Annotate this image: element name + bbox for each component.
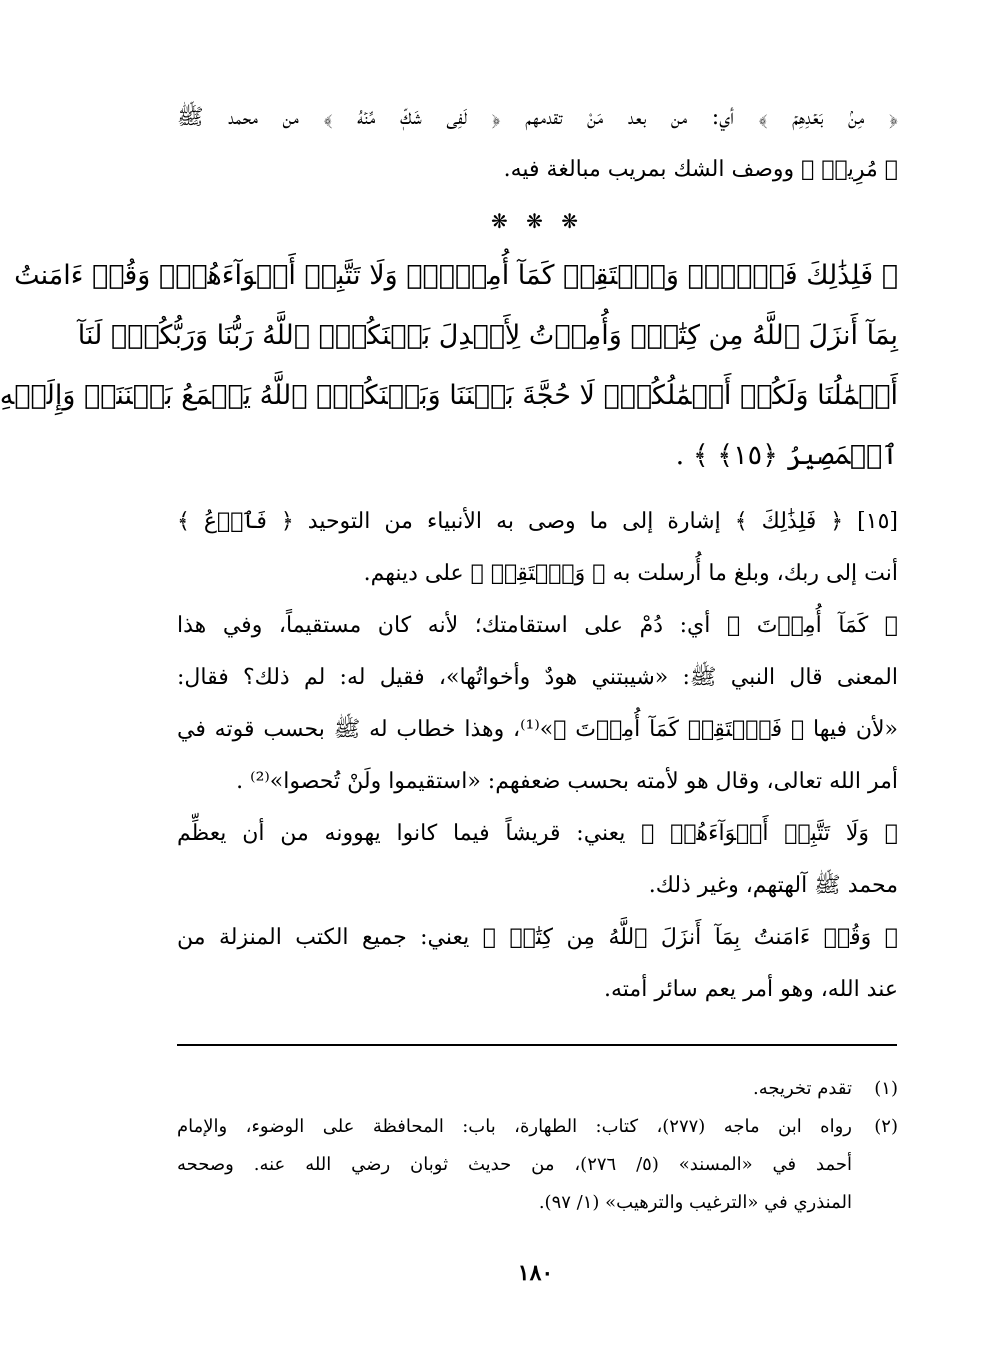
page-number: ١٨٠: [517, 1260, 554, 1286]
commentary-line: محمد ﷺ آلهتهم، وغير ذلك.: [648, 873, 898, 898]
verse-line: بِمَآ أَنزَلَ ٱللَّهُ مِن كِتَٰبٖۖ وَأُمِرۡتُ لِأَعۡدِلَ بَيۡنَكُمُۖ ٱللَّهُ رَبُّنَا وَرَبُّكُمۡۖ لَنَآ: [77, 320, 898, 351]
commentary-line: ﴿ وَلَا تَتَّبِعۡ أَهۡوَآءَهُمۡ ﴾ يعني: قريشاً فيما كانوا يهوونه من أن يعظِّم: [177, 821, 898, 846]
commentary-line: ﴿ كَمَآ أُمِرۡتَ ﴾ أي: دُمْ على استقامتك؛ لأنه كان مستقيماً، وفي هذا: [177, 613, 898, 638]
verse-line: ٱلۡمَصِيرُ ﴿١٥﴾ ﴾ .: [675, 440, 898, 471]
text-line: ﴿ مِنۢ بَعۡدِهِمۡ ﴾ أي: من بعد مَنْ تقدمهم ﴿ لَفِى شَكّٖ مِّنۡهُ ﴾ من محمد ﷺ: [177, 105, 898, 130]
commentary-line: أمر الله تعالى، وقال هو لأمته بحسب ضعفهم: «استقيموا ولَنْ تُحصوا»⁽²⁾ .: [236, 769, 898, 794]
text-line: ﴿ مُرِيبٖ ﴾ ووصف الشك بمريب مبالغة فيه.: [503, 157, 898, 182]
footnote-divider: [177, 1044, 897, 1046]
commentary-line: عند الله، وهو أمر يعم سائر أمته.: [604, 977, 898, 1002]
footnotes: [177, 1070, 898, 1222]
commentary-line: ﴿ وَقُلۡ ءَامَنتُ بِمَآ أَنزَلَ ٱللَّهُ مِن كِتَٰبٖ ﴾ يعني: جميع الكتب المنزلة من: [177, 925, 898, 950]
commentary-line: أنت إلى ربك، وبلغ ما أُرسلت به ﴿ وَٱسۡتَقِمۡ ﴾ على دينهم.: [363, 561, 898, 586]
verse-line: أَعۡمَٰلُنَا وَلَكُمۡ أَعۡمَٰلُكُمۡۖ لَا حُجَّةَ بَيۡنَنَا وَبَيۡنَكُمُۖ ٱللَّهُ يَجۡمَعُ بَيۡنَنَاۖ وَإِلَيۡهِ: [0, 380, 898, 411]
quran-verse-block: [0, 246, 898, 486]
verse-line: ﴿ فَلِذَٰلِكَ فَٱدۡعُۖ وَٱسۡتَقِمۡ كَمَآ أُمِرۡتَۖ وَلَا تَتَّبِعۡ أَهۡوَآءَهُمۡۖ وَقُلۡ ءَامَنتُ: [14, 260, 898, 291]
footnote-2: [177, 1108, 898, 1222]
footnote-line: المنذري في «الترغيب والترهيب» (١/ ٩٧).: [538, 1192, 852, 1213]
footnote-line: رواه ابن ماجه (٢٧٧)، كتاب: الطهارة، باب: المحافظة على الوضوء، والإمام: [177, 1116, 852, 1137]
commentary-line: «لأن فيها ﴿ فَٱسۡتَقِمۡ كَمَآ أُمِرۡتَ ﴾»⁽¹⁾، وهذا خطاب له ﷺ بحسب قوته في: [177, 717, 898, 742]
footnote-line: أحمد في «المسند» (٥/ ٢٧٦)، من حديث ثوبان رضي الله عنه. وصححه: [177, 1154, 852, 1175]
footnote-number: (١): [874, 1078, 898, 1099]
footnote-line: تقدم تخريجه.: [753, 1078, 852, 1099]
commentary-line: [١٥] ﴿ فَلِذَٰلِكَ ﴾ إشارة إلى ما وصى به الأنبياء من التوحيد ﴿ فَٱدۡعُ ﴾: [177, 509, 898, 534]
footnote-number: (٢): [874, 1116, 898, 1137]
footnote-1: [177, 1070, 898, 1108]
main-text: [0, 92, 898, 1016]
commentary-line: المعنى قال النبي ﷺ: «شيبتني هودٌ وأخواتُها»، فقيل له: لم ذلك؟ فقال:: [177, 665, 898, 690]
section-separator: ❋ ❋ ❋: [491, 209, 584, 233]
